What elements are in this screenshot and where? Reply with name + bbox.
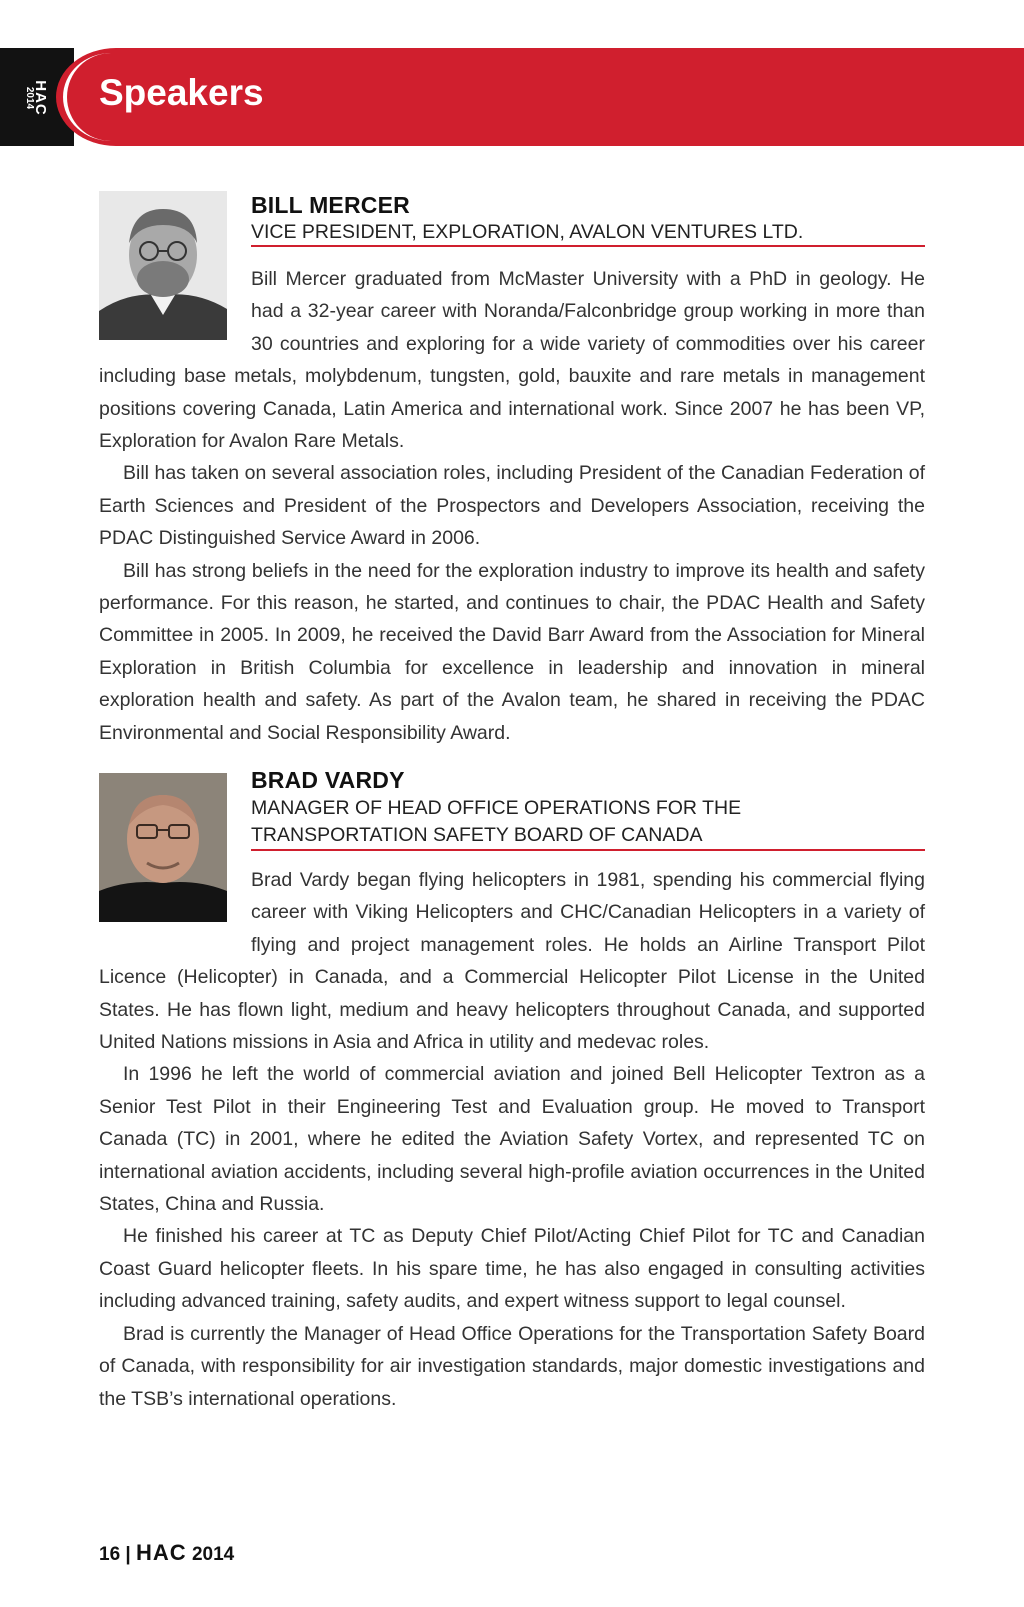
footer-year: 2014 (191, 1544, 235, 1565)
bio-paragraph: Brad Vardy began flying helicopters in 1981, spending his commercial flying career with Viking Helicopters and CHC/Canadian Helicopters in a variety of flying and project management roles. He holds an Airline Transport Pilot Licence (Helicopter) in Canada, and a Commercial Helicopter Pilot License in the United States. He has flown light, medium and heavy helicopters throughout Canada, and supported United Nations missions in Asia and Africa in utility and medevac roles. (99, 869, 925, 1054)
title-underline (251, 849, 925, 851)
bio-paragraph: Bill has strong beliefs in the need for the exploration industry to improve its health and safety performance. For this reason, he started, and continues to chair, the PDAC Health and Safety Committee in 2005. In 2009, he received the David Barr Award from the Association for Mineral Exploration in British Columbia for excellence in leadership and innovation in mineral exploration health and safety. As part of the Avalon team, he shared in receiving the PDAC Environmental and Social Responsibility Award. (99, 559, 925, 744)
footer-separator: | (125, 1544, 131, 1565)
photo-wrap-spacer (99, 864, 251, 929)
title-underline (251, 245, 925, 247)
speaker-role (251, 219, 803, 246)
speaker-name: BRAD VARDY (251, 767, 405, 793)
tab-hac: HAC (32, 80, 49, 116)
bio-paragraph: Brad is currently the Manager of Head Office Operations for the Transportation Safety Board of Canada, with responsibility for air investigation standards, major domestic investigations and the TSB’s international operations. (99, 1322, 925, 1410)
bio-paragraph: Bill Mercer graduated from McMaster University with a PhD in geology. He had a 32-year career with Noranda/Falconbridge group working in more than 30 countries and exploring for a wide variety of commodities over his career including base metals, molybdenum, tungsten, gold, bauxite and rare metals in management positions covering Canada, Latin America and international work. Since 2007 he has been VP, Exploration for Avalon Rare Metals. (99, 268, 925, 453)
speaker-bio (99, 864, 925, 1415)
bio-paragraph: He finished his career at TC as Deputy Chief Pilot/Acting Chief Pilot for TC and Canadian Coast Guard helicopter fleets. In his spare time, he has also engaged in consulting activities including advanced training, safety audits, and expert witness support to legal counsel. (99, 1225, 925, 1313)
page-footer (99, 1540, 234, 1566)
page-title: Speakers (99, 72, 264, 113)
page-number: 16 (99, 1544, 121, 1565)
speaker-role-line: VICE PRESIDENT, EXPLORATION, AVALON VENTURES LTD. (251, 221, 804, 243)
speaker-role-line: TRANSPORTATION SAFETY BOARD OF CANADA (251, 824, 703, 846)
footer-brand: HAC (136, 1540, 187, 1565)
tab-year: 2014 (24, 86, 35, 110)
speaker-bio (99, 263, 925, 749)
speaker-role-line: MANAGER OF HEAD OFFICE OPERATIONS FOR THE (251, 797, 742, 819)
hac-2014-tab-label (24, 33, 49, 163)
bio-paragraph: Bill has taken on several association roles, including President of the Canadian Federation of Earth Sciences and President of the Prospectors and Developers Association, receiving the PDAC Distinguished Service Award in 2006. (99, 462, 925, 550)
photo-wrap-spacer (99, 263, 251, 360)
speaker-name: BILL MERCER (251, 192, 410, 218)
bio-paragraph: In 1996 he left the world of commercial aviation and joined Bell Helicopter Textron as a Senior Test Pilot in their Engineering Test and Evaluation group. He moved to Transport Canada (TC) in 2001, where he edited the Aviation Safety Vortex, and represented TC on international aviation accidents, including several high-profile aviation occurrences in the United States, China and Russia. (99, 1063, 925, 1216)
speaker-role (251, 795, 741, 849)
